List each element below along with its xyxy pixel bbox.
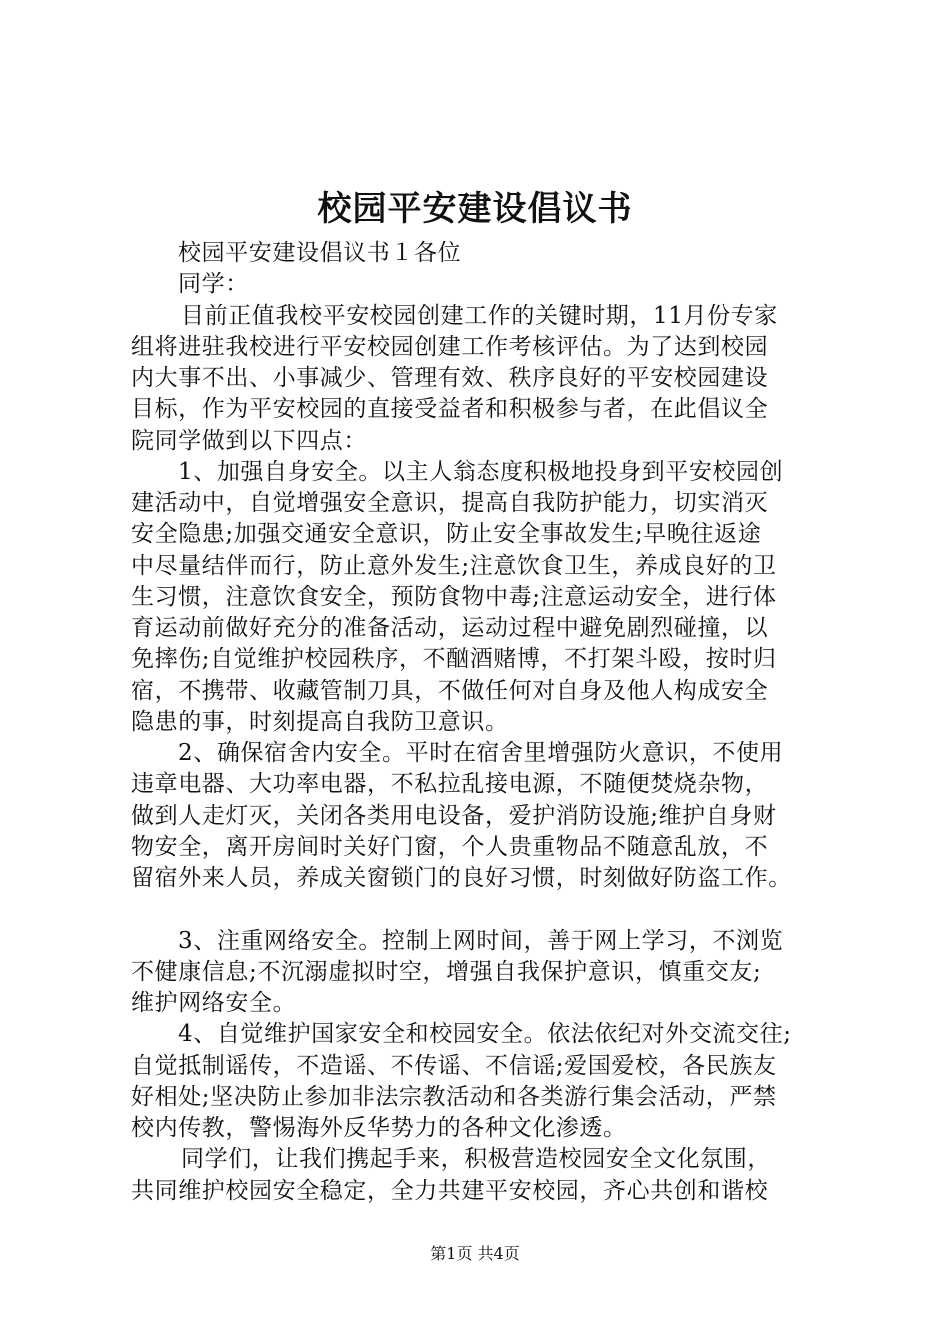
paragraph-line: 不健康信息;不沉溺虚拟时空，增强自我保护意识，慎重交友; bbox=[131, 959, 762, 985]
paragraph-line: 1、加强自身安全。以主人翁态度积极地投身到平安校园创 bbox=[178, 459, 784, 485]
paragraph-line: 内大事不出、小事减少、管理有效、秩序良好的平安校园建设 bbox=[131, 365, 769, 391]
paragraph-line: 免摔伤;自觉维护校园秩序，不酗酒赌博，不打架斗殴，按时归 bbox=[131, 646, 777, 672]
paragraph-line: 生习惯，注意饮食安全，预防食物中毒;注意运动安全，进行体 bbox=[131, 584, 777, 610]
paragraph-line: 2、确保宿舍内安全。平时在宿舍里增强防火意识，不使用 bbox=[178, 740, 784, 766]
paragraph-line: 校园平安建设倡议书１各位 bbox=[178, 240, 462, 266]
paragraph-line: 好相处;坚决防止参加非法宗教活动和各类游行集会活动，严禁 bbox=[131, 1084, 777, 1110]
paragraph-line: 校内传教，警惕海外反华势力的各种文化渗透。 bbox=[131, 1115, 627, 1141]
paragraph-line: 违章电器、大功率电器，不私拉乱接电源，不随便焚烧杂物， bbox=[131, 771, 769, 797]
paragraph-line: 做到人走灯灭，关闭各类用电设备，爱护消防设施;维护自身财 bbox=[131, 803, 777, 829]
paragraph-line: 院同学做到以下四点： bbox=[131, 428, 367, 454]
paragraph-line: 共同维护校园安全稳定，全力共建平安校园，齐心共创和谐校 bbox=[131, 1178, 769, 1204]
page-footer: 第1页 共4页 bbox=[430, 1244, 520, 1263]
document-title: 校园平安建设倡议书 bbox=[317, 189, 633, 229]
paragraph-line: 目前正值我校平安校园创建工作的关键时期，11月份专家 bbox=[181, 303, 778, 329]
paragraph-line: 3、注重网络安全。控制上网时间，善于网上学习，不浏览 bbox=[178, 928, 784, 954]
paragraph-line: 组将进驻我校进行平安校园创建工作考核评估。为了达到校园 bbox=[131, 334, 769, 360]
paragraph-line: 隐患的事，时刻提高自我防卫意识。 bbox=[131, 709, 509, 735]
paragraph-line: 自觉抵制谣传，不造谣、不传谣、不信谣;爱国爱校，各民族友 bbox=[131, 1053, 777, 1079]
paragraph-line: 物安全，离开房间时关好门窗，个人贵重物品不随意乱放，不 bbox=[131, 834, 769, 860]
paragraph-line: 目标，作为平安校园的直接受益者和积极参与者，在此倡议全 bbox=[131, 396, 769, 422]
paragraph-line: 建活动中，自觉增强安全意识，提高自我防护能力，切实消灭 bbox=[131, 490, 769, 516]
paragraph-line: 宿，不携带、收藏管制刀具，不做任何对自身及他人构成安全 bbox=[131, 678, 769, 704]
paragraph-line: 4、自觉维护国家安全和校园安全。依法依纪对外交流交往; bbox=[178, 1021, 792, 1047]
paragraph-line: 同学们，让我们携起手来，积极营造校园安全文化氛围， bbox=[181, 1146, 771, 1172]
paragraph-line: 同学： bbox=[178, 271, 249, 297]
paragraph-line: 安全隐患;加强交通安全意识，防止安全事故发生;早晚往返途 bbox=[131, 521, 762, 547]
paragraph-line: 育运动前做好充分的准备活动，运动过程中避免剧烈碰撞，以 bbox=[131, 615, 769, 641]
paragraph-line: 维护网络安全。 bbox=[131, 990, 297, 1016]
paragraph-line: 中尽量结伴而行，防止意外发生;注意饮食卫生，养成良好的卫 bbox=[131, 553, 777, 579]
paragraph-line: 留宿外来人员，养成关窗锁门的良好习惯，时刻做好防盗工作。 bbox=[131, 865, 792, 891]
